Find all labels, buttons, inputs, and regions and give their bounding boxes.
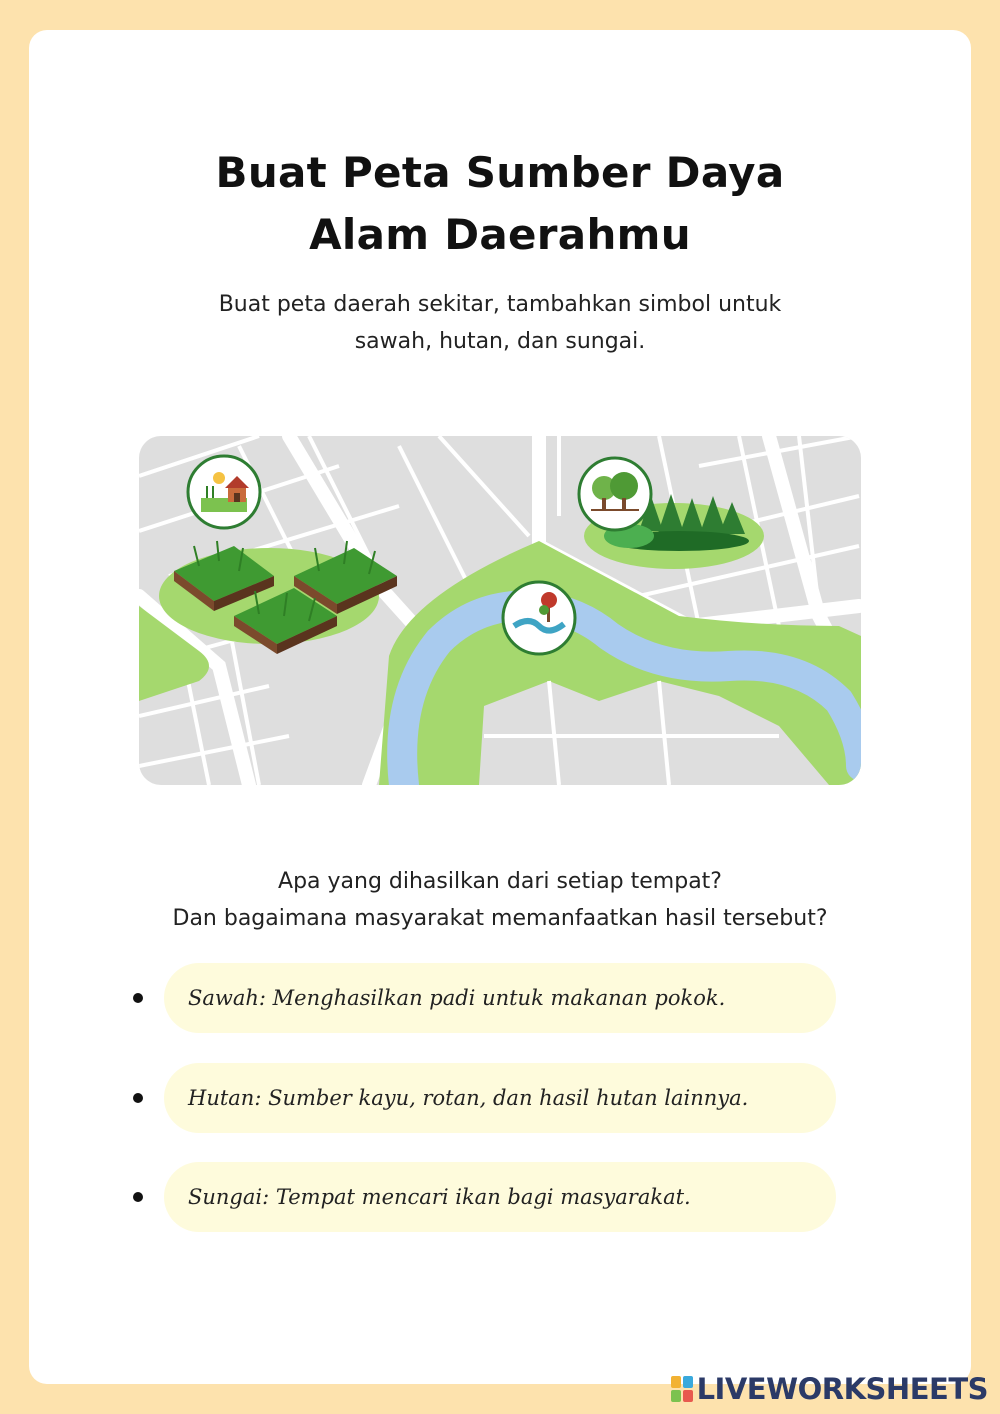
bullet-dot [133,1192,143,1202]
bullet-dot [133,993,143,1003]
answer-field-sawah[interactable]: Sawah: Menghasilkan padi untuk makanan pokok. [164,963,836,1033]
instruction-text [0,286,1000,360]
title-line-2: Alam Daerahmu [309,210,691,259]
resource-map-illustration [139,436,861,785]
forest-trees-icon [579,458,651,530]
bullet-dot [133,1093,143,1103]
answer-row-hutan [130,1063,840,1133]
answer-field-hutan[interactable]: Hutan: Sumber kayu, rotan, dan hasil hutan lainnya. [164,1063,836,1133]
instruction-line-1: Buat peta daerah sekitar, tambahkan simbol untuk [218,292,782,317]
answer-field-sungai[interactable]: Sungai: Tempat mencari ikan bagi masyarakat. [164,1162,836,1232]
brand-name: LIVEWORKSHEETS [696,1372,988,1406]
farm-house-icon [188,456,260,528]
question-line-1: Apa yang dihasilkan dari setiap tempat? [278,869,722,894]
page-title [0,142,1000,266]
liveworksheets-brand [671,1372,988,1406]
question-line-2: Dan bagaimana masyarakat memanfaatkan hasil tersebut? [172,906,828,931]
river-tree-icon [503,582,575,654]
title-line-1: Buat Peta Sumber Daya [215,148,785,197]
answer-row-sungai [130,1162,840,1232]
instruction-line-2: sawah, hutan, dan sungai. [354,329,646,354]
answer-row-sawah [130,963,840,1033]
liveworksheets-logo-icon [671,1376,693,1402]
question-text [0,863,1000,937]
